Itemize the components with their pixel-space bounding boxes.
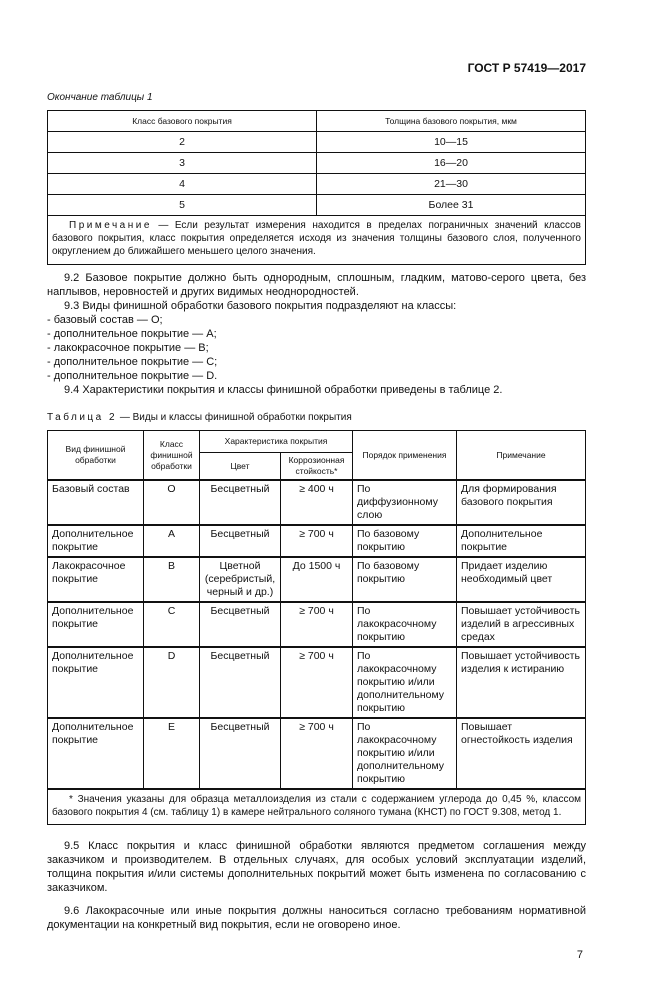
- header-corrosion: Коррозионная стойкость*: [281, 453, 353, 481]
- cell: 16—20: [317, 153, 586, 174]
- header-characteristics: Характеристика покрытия: [200, 431, 353, 453]
- document-id: ГОСТ Р 57419—2017: [467, 61, 586, 75]
- table-row: [48, 153, 586, 174]
- cell: По лакокрасочному покрытию: [353, 602, 457, 647]
- list-item: - дополнительное покрытие — D.: [47, 370, 218, 382]
- table-2: [47, 430, 586, 825]
- cell: ≥ 700 ч: [281, 525, 353, 557]
- table1-header: Класс базового покрытия: [48, 111, 317, 132]
- table-row: [48, 132, 586, 153]
- cell: ≥ 400 ч: [281, 480, 353, 525]
- cell: Дополнительное покрытие: [48, 602, 144, 647]
- cell: В: [144, 557, 200, 602]
- caption-text: — Виды и классы финишной обработки покрытия: [117, 412, 352, 423]
- cell: 3: [48, 153, 317, 174]
- header-color: Цвет: [200, 453, 281, 481]
- table-1: [47, 110, 586, 265]
- table-row: [48, 647, 586, 718]
- cell: По диффузионному слою: [353, 480, 457, 525]
- table2-footnote: * Значения указаны для образца металлоизделия из стали с содержанием углерода до 0,45 %, классом базового покрытия 4 (см. таблицу 1) в камере нейтрального соляного тумана (КНСТ) по ГОСТ 9.308, метод 1.: [48, 789, 586, 825]
- cell: D: [144, 647, 200, 718]
- table-row: [48, 174, 586, 195]
- list-item: - лакокрасочное покрытие — В;: [47, 342, 209, 354]
- cell: 2: [48, 132, 317, 153]
- cell: Более 31: [317, 195, 586, 216]
- caption-label: Таблица 2: [47, 412, 118, 423]
- cell: Повышает устойчивость изделий в агрессивных средах: [457, 602, 586, 647]
- cell: Повышает огнестойкость изделия: [457, 718, 586, 789]
- note-text: — Если результат измерения находится в пределах пограничных значений классов базового покрытия, класс покрытия определяется исходя из значения толщины базового слоя, полученного округлением до ближайшего меньшего целого значения.: [52, 220, 581, 257]
- cell: Бесцветный: [200, 647, 281, 718]
- table2-caption: [47, 411, 586, 424]
- cell: Базовый состав: [48, 480, 144, 525]
- cell: Бесцветный: [200, 480, 281, 525]
- header-order: Порядок применения: [353, 431, 457, 481]
- cell: 5: [48, 195, 317, 216]
- list-item: - дополнительное покрытие — С;: [47, 356, 218, 368]
- header-type: Вид финишной обработки: [48, 431, 144, 481]
- cell: По базовому покрытию: [353, 557, 457, 602]
- cell: Дополнительное покрытие: [457, 525, 586, 557]
- cell: E: [144, 718, 200, 789]
- cell: До 1500 ч: [281, 557, 353, 602]
- page-content: [47, 0, 586, 1002]
- cell: Бесцветный: [200, 718, 281, 789]
- table1-caption: Окончание таблицы 1: [47, 92, 153, 103]
- cell: 21—30: [317, 174, 586, 195]
- cell: 10—15: [317, 132, 586, 153]
- cell: Дополнительное покрытие: [48, 525, 144, 557]
- table1-header: Толщина базового покрытия, мкм: [317, 111, 586, 132]
- paragraph-9-2: 9.2 Базовое покрытие должно быть однородным, сплошным, гладким, матово-серого цвета, без наплывов, неровностей и других видимых неоднородностей.: [47, 272, 586, 298]
- header-class: Класс финишной обработки: [144, 431, 200, 481]
- table-row: [48, 195, 586, 216]
- table-row: [48, 557, 586, 602]
- paragraph-9-6: 9.6 Лакокрасочные или иные покрытия должны наноситься согласно требованиям нормативной документации на конкретный вид покрытия, если не оговорено иное.: [47, 905, 586, 931]
- table-row: [48, 718, 586, 789]
- cell: ≥ 700 ч: [281, 602, 353, 647]
- cell: По базовому покрытию: [353, 525, 457, 557]
- cell: Бесцветный: [200, 525, 281, 557]
- cell: ≥ 700 ч: [281, 718, 353, 789]
- paragraph-9-4: 9.4 Характеристики покрытия и классы финишной обработки приведены в таблице 2.: [64, 384, 503, 396]
- paragraph-9-5: 9.5 Класс покрытия и класс финишной обработки являются предметом соглашения между заказчиком и производителем. В отдельных случаях, для особых условий эксплуатации изделий, толщина покрытия и/или системы дополнительных покрытий может быть изменена по согласованию с заказчиком.: [47, 840, 586, 894]
- table-row: [48, 602, 586, 647]
- cell: Для формирования базового покрытия: [457, 480, 586, 525]
- cell: О: [144, 480, 200, 525]
- cell: 4: [48, 174, 317, 195]
- cell: Придает изделию необходимый цвет: [457, 557, 586, 602]
- note-label: Примечание: [69, 220, 152, 231]
- cell: С: [144, 602, 200, 647]
- cell: Бесцветный: [200, 602, 281, 647]
- cell: Повышает устойчивость изделия к истиранию: [457, 647, 586, 718]
- page-number: 7: [576, 949, 583, 961]
- header-note: Примечание: [457, 431, 586, 481]
- cell: Цветной (серебристый, черный и др.): [200, 557, 281, 602]
- list-item: - базовый состав — О;: [47, 314, 163, 326]
- cell: По лакокрасочному покрытию и/или дополнительному покрытию: [353, 718, 457, 789]
- list-item: - дополнительное покрытие — А;: [47, 328, 217, 340]
- cell: Лакокрасочное покрытие: [48, 557, 144, 602]
- cell: Дополнительное покрытие: [48, 647, 144, 718]
- cell: ≥ 700 ч: [281, 647, 353, 718]
- cell: Дополнительное покрытие: [48, 718, 144, 789]
- cell: По лакокрасочному покрытию и/или дополнительному покрытию: [353, 647, 457, 718]
- table-row: [48, 525, 586, 557]
- table-row: [48, 480, 586, 525]
- cell: А: [144, 525, 200, 557]
- table1-note: [48, 216, 586, 265]
- paragraph-9-3: 9.3 Виды финишной обработки базового покрытия подразделяют на классы:: [64, 300, 457, 312]
